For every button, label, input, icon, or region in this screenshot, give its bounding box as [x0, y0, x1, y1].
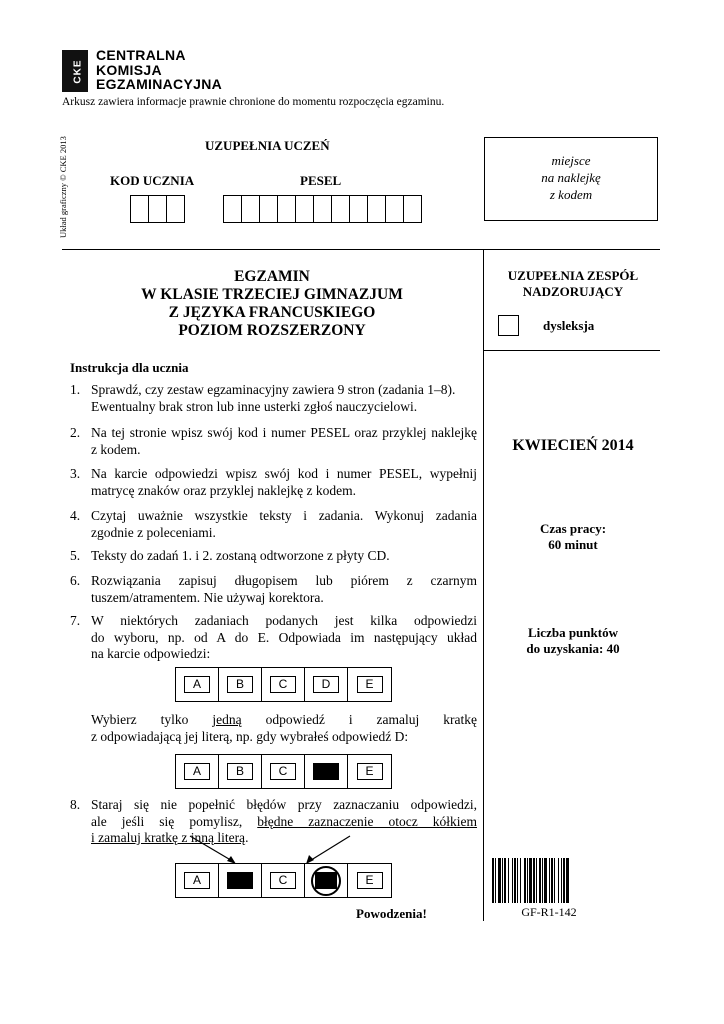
- answer-letter: D: [313, 676, 339, 693]
- copyright-note: Układ graficzny © CKE 2013: [58, 136, 68, 238]
- filled-answer-box: [227, 872, 253, 889]
- answer-letter: B: [227, 763, 253, 780]
- logo-line-2: KOMISJA: [96, 61, 162, 78]
- pesel-box[interactable]: [367, 195, 386, 223]
- cke-logo-text: [96, 48, 222, 92]
- instruction-item-3: 3. Na karcie odpowiedzi wpisz swój kod i numer PESEL, wypełnij matrycę znaków oraz przyklej naklejkę z kodem.: [70, 466, 477, 498]
- instructions-header: Instrukcja dla ucznia: [70, 360, 189, 375]
- circled-answer-box: [311, 866, 341, 896]
- answer-letter: C: [270, 872, 296, 889]
- answer-letter: E: [357, 676, 383, 693]
- answer-letter: A: [184, 872, 210, 889]
- answer-example-blank: [175, 667, 392, 702]
- instruction-item-8: 8. Staraj się nie popełnić błędów przy zaznaczaniu odpowiedzi, ale jeśli się pomylisz, błędne zaznaczenie otocz kółkiem i zamaluj kratkę z inną literą.: [70, 797, 478, 845]
- code-box[interactable]: [130, 195, 149, 223]
- divider-right-column: [484, 350, 660, 351]
- pesel-box[interactable]: [223, 195, 242, 223]
- good-luck-text: Powodzenia!: [356, 906, 427, 921]
- answer-letter: B: [227, 676, 253, 693]
- pesel-box[interactable]: [385, 195, 404, 223]
- pesel-box[interactable]: [403, 195, 422, 223]
- student-code-label: KOD UCZNIA: [110, 173, 195, 188]
- code-box[interactable]: [148, 195, 167, 223]
- filled-answer-box: [313, 763, 339, 780]
- pesel-box[interactable]: [277, 195, 296, 223]
- sticker-placeholder: miejsce na naklejkę z kodem: [484, 137, 658, 221]
- arrow-line-left: [190, 836, 234, 862]
- exam-date: KWIECIEŃ 2014: [512, 437, 634, 454]
- answer-example-corrected: [175, 863, 392, 898]
- instruction-item-5: 5. Teksty do zadań 1. i 2. zostaną odtworzone z płyty CD.: [70, 548, 390, 563]
- pesel-box[interactable]: [241, 195, 260, 223]
- dyslexia-checkbox[interactable]: [498, 315, 519, 336]
- pesel-box[interactable]: [349, 195, 368, 223]
- pesel-boxes[interactable]: [224, 195, 422, 223]
- answer-letter: C: [270, 676, 296, 693]
- instruction-item-6: 6. Rozwiązania zapisuj długopisem lub piórem z czarnym tuszem/atramentem. Nie używaj korektora.: [70, 573, 477, 605]
- instruction-item-1: 1. Sprawdź, czy zestaw egzaminacyjny zawiera 9 stron (zadania 1–8). Ewentualny brak stron lub inne usterki zgłoś nauczycielowi.: [70, 382, 456, 414]
- answer-letter: E: [357, 763, 383, 780]
- pesel-box[interactable]: [259, 195, 278, 223]
- exam-title: EGZAMIN W KLASIE TRZECIEJ GIMNAZJUM Z JĘZYKA FRANCUSKIEGO POZIOM ROZSZERZONY: [141, 268, 403, 339]
- pesel-box[interactable]: [295, 195, 314, 223]
- pesel-box[interactable]: [331, 195, 350, 223]
- logo-line-1: CENTRALNA: [96, 47, 186, 63]
- arrow-line-right: [308, 836, 350, 862]
- student-section-header: UZUPEŁNIA UCZEŃ: [205, 138, 330, 153]
- pesel-box[interactable]: [313, 195, 332, 223]
- instruction-item-2: 2. Na tej stronie wpisz swój kod i numer PESEL oraz przyklej naklejkę z kodem.: [70, 425, 477, 457]
- supervisors-header: UZUPEŁNIA ZESPÓŁ NADZORUJĄCY: [507, 268, 639, 299]
- instruction-item-7: 7. W niektórych zadaniach podanych jest kilka odpowiedzi do wyboru, np. od A do E. Odpowiada im następujący układ na karcie odpowiedzi:: [70, 613, 477, 661]
- cke-logo-mark: CKE: [62, 50, 88, 92]
- barcode-text: GF-R1-142: [521, 905, 577, 919]
- answer-letter: C: [270, 763, 296, 780]
- answer-example-selected: [175, 754, 392, 789]
- answer-letter: E: [357, 872, 383, 889]
- dyslexia-label: dysleksja: [543, 318, 595, 333]
- confidentiality-notice: Arkusz zawiera informacje prawnie chronione do momentu rozpoczęcia egzaminu.: [62, 96, 445, 108]
- barcode-icon: [492, 858, 606, 903]
- divider-horizontal: [62, 249, 660, 250]
- answer-letter: A: [184, 676, 210, 693]
- instruction-item-4: 4. Czytaj uważnie wszystkie teksty i zadania. Wykonuj zadania zgodnie z poleceniami.: [70, 508, 477, 540]
- pesel-label: PESEL: [300, 173, 342, 188]
- points-total: Liczba punktów do uzyskania: 40: [526, 625, 620, 656]
- work-time: Czas pracy: 60 minut: [539, 521, 607, 552]
- choose-one-instruction: Wybierz tylko jedną odpowiedź i zamaluj kratkę z odpowiadającą jej literą, np. gdy wybrałeś odpowiedź D:: [91, 712, 477, 744]
- student-code-boxes[interactable]: [131, 195, 185, 223]
- logo-line-3: EGZAMINACYJNA: [96, 76, 223, 92]
- answer-letter: A: [184, 763, 210, 780]
- code-box[interactable]: [166, 195, 185, 223]
